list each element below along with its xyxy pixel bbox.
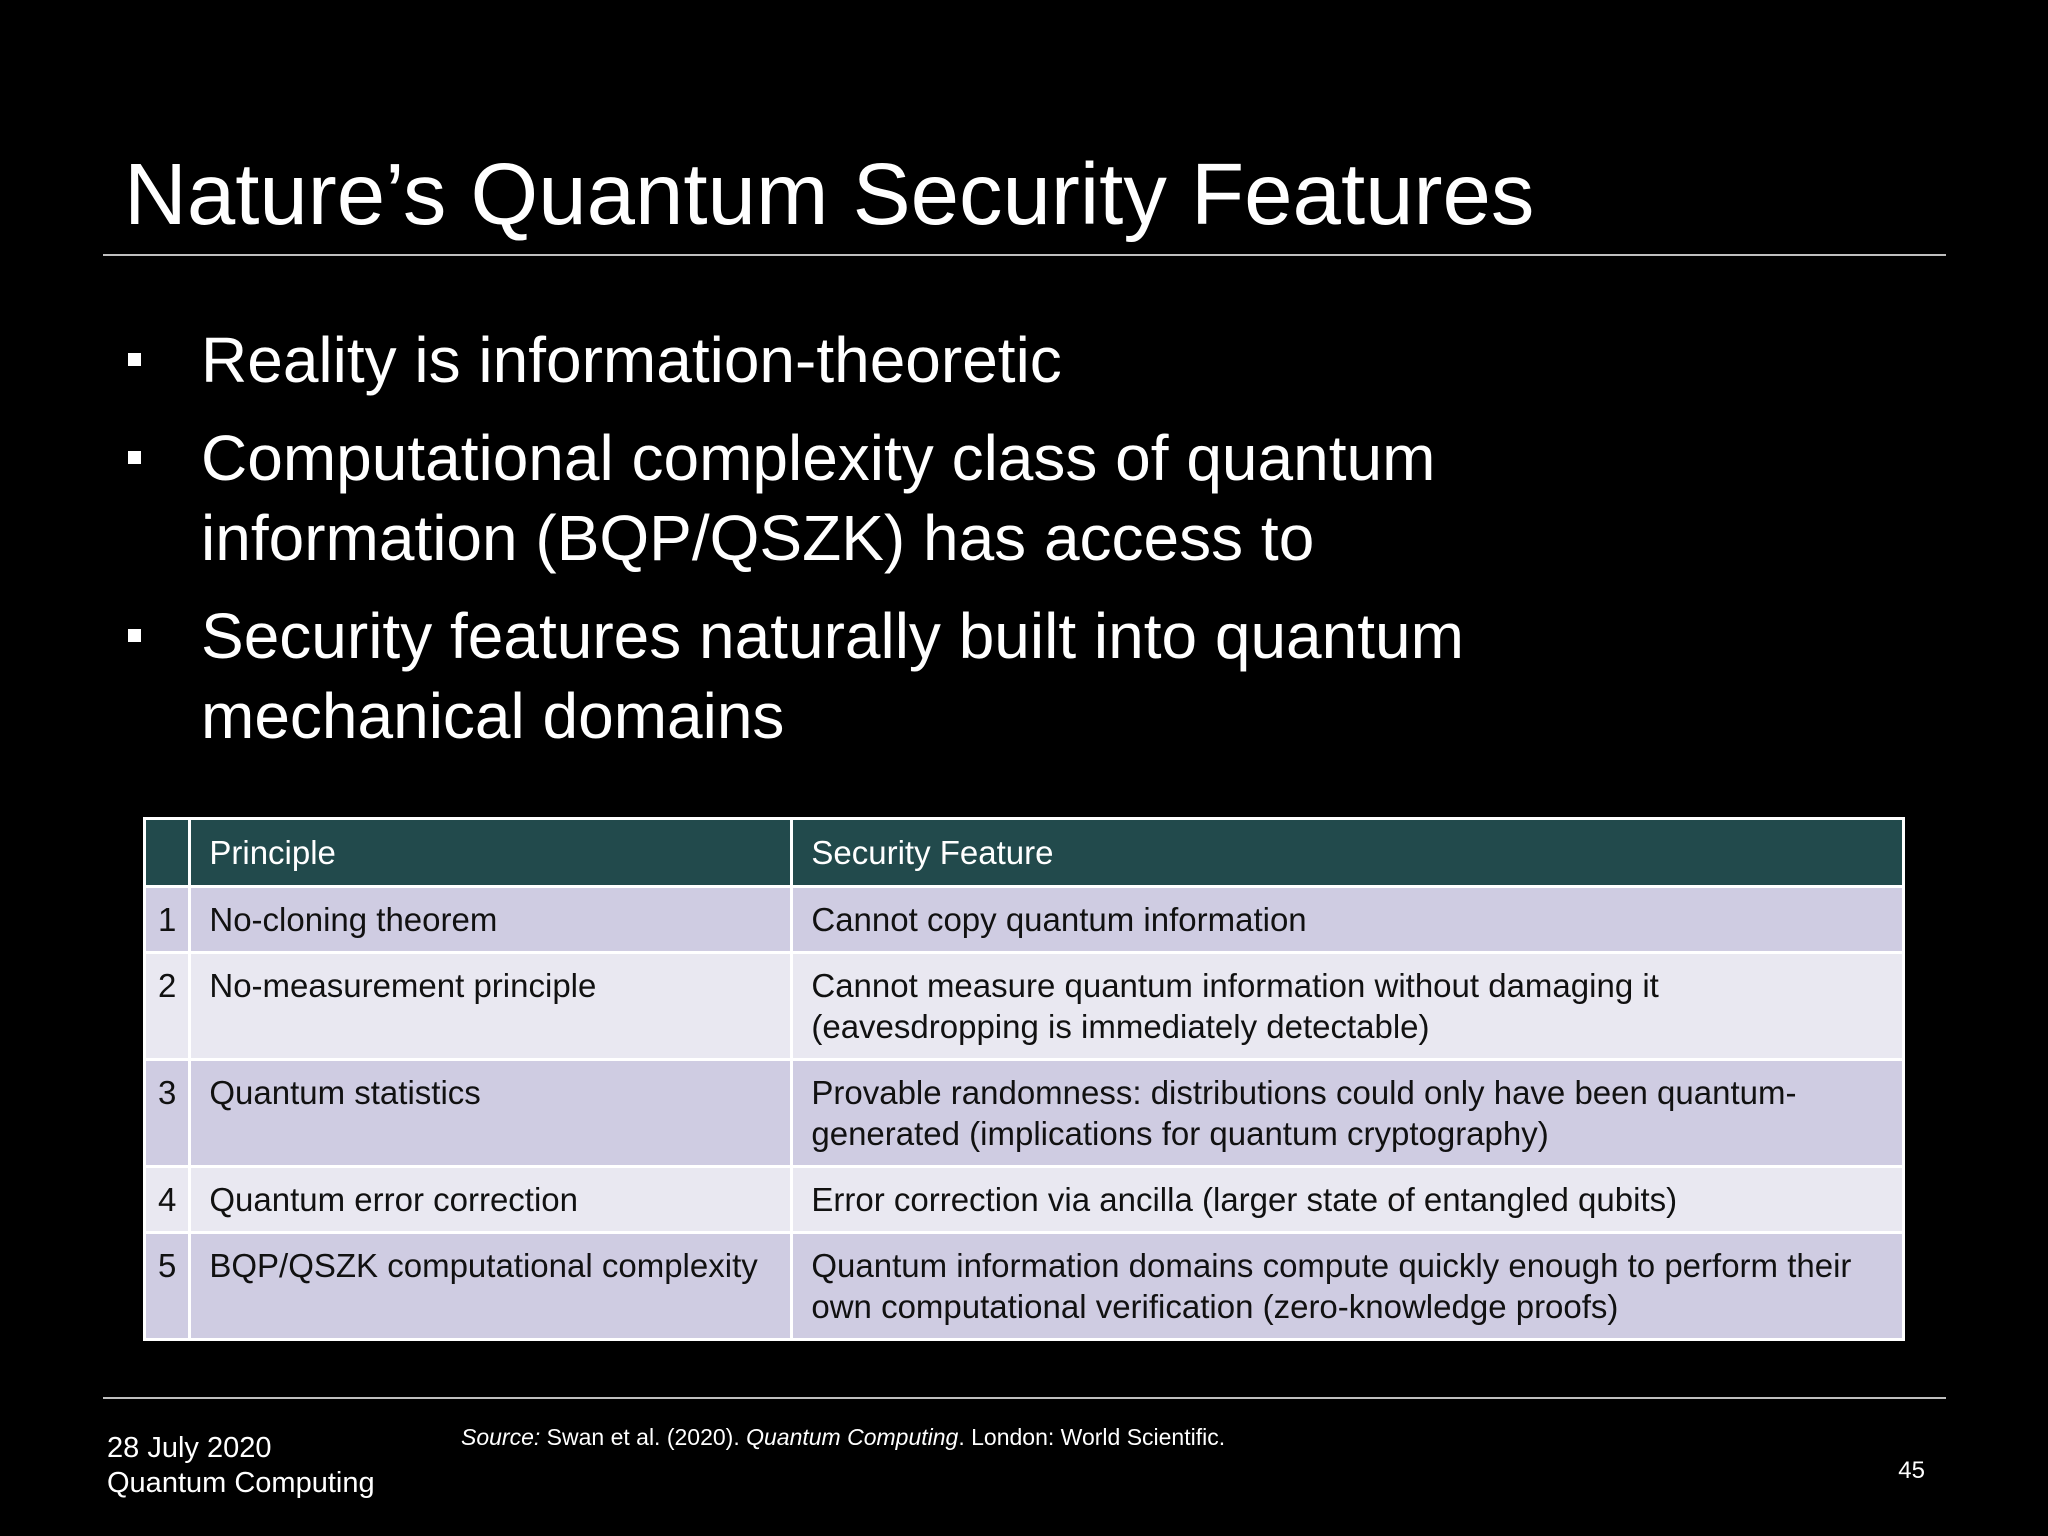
row-number: 5 (145, 1233, 190, 1340)
row-principle: No-cloning theorem (190, 887, 792, 953)
row-security-feature: Error correction via ancilla (larger state of entangled qubits) (792, 1167, 1904, 1233)
square-bullet-icon (128, 451, 141, 464)
footer-info (107, 1431, 375, 1501)
square-bullet-icon (128, 353, 141, 366)
slide-title: Nature’s Quantum Security Features (124, 146, 1535, 243)
source-authors: Swan et al. (2020). (540, 1424, 747, 1450)
row-security-feature: Provable randomness: distributions could only have been quantum-generated (implications for quantum cryptography) (792, 1060, 1904, 1167)
security-features-table (143, 817, 1905, 1341)
bullet-list (124, 320, 1724, 774)
row-number: 4 (145, 1167, 190, 1233)
bullet-item (124, 418, 1724, 578)
table-row (145, 1233, 1904, 1340)
bullet-text: Security features naturally built into quantum mechanical domains (201, 600, 1464, 752)
table-header-row (145, 819, 1904, 887)
square-bullet-icon (128, 629, 141, 642)
row-security-feature: Quantum information domains compute quickly enough to perform their own computational verification (zero-knowledge proofs) (792, 1233, 1904, 1340)
source-citation (461, 1422, 1225, 1452)
bullet-text: Reality is information-theoretic (201, 324, 1062, 396)
row-principle: Quantum error correction (190, 1167, 792, 1233)
source-publisher: . London: World Scientific. (958, 1424, 1226, 1450)
table-row (145, 1167, 1904, 1233)
footer-date: 28 July 2020 (107, 1432, 272, 1464)
row-principle: BQP/QSZK computational complexity (190, 1233, 792, 1340)
row-security-feature: Cannot copy quantum information (792, 887, 1904, 953)
row-principle: No-measurement principle (190, 953, 792, 1060)
row-security-feature: Cannot measure quantum information without damaging it (eavesdropping is immediately detectable) (792, 953, 1904, 1060)
bullet-item (124, 320, 1724, 400)
row-number: 2 (145, 953, 190, 1060)
row-principle: Quantum statistics (190, 1060, 792, 1167)
header-security-feature: Security Feature (792, 819, 1904, 887)
table-row (145, 887, 1904, 953)
header-principle: Principle (190, 819, 792, 887)
source-book-title: Quantum Computing (746, 1424, 959, 1450)
page-number: 45 (1898, 1457, 1925, 1484)
source-label: Source: (461, 1424, 541, 1450)
bullet-text: Computational complexity class of quantum information (BQP/QSZK) has access to (201, 422, 1436, 574)
row-number: 1 (145, 887, 190, 953)
row-number: 3 (145, 1060, 190, 1167)
footer-divider (103, 1397, 1946, 1399)
table-row (145, 1060, 1904, 1167)
footer-topic: Quantum Computing (107, 1467, 375, 1499)
title-divider (103, 254, 1946, 256)
bullet-item (124, 596, 1724, 756)
header-number (145, 819, 190, 887)
table-row (145, 953, 1904, 1060)
